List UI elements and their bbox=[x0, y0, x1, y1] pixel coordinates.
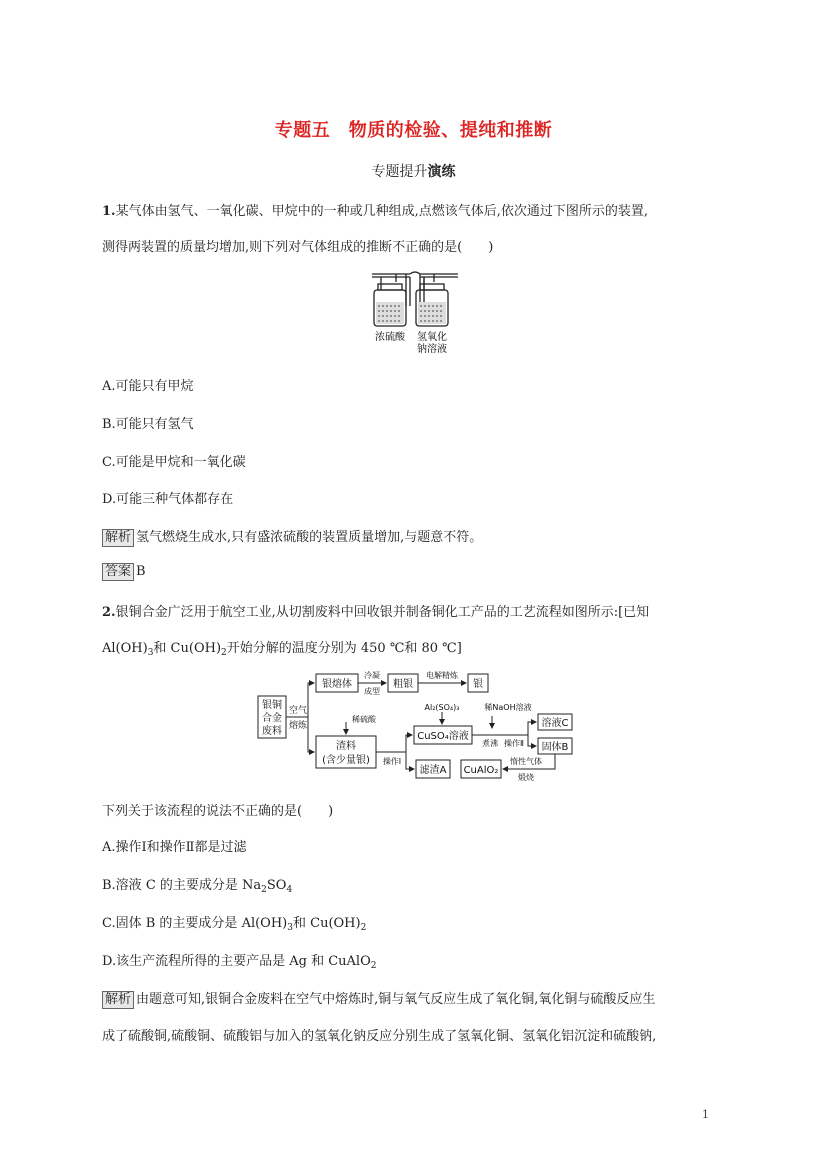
flow-cualo2: CuAlO₂ bbox=[463, 765, 499, 776]
q2-option-b-1: B.溶液 C 的主要成分是 Na bbox=[102, 878, 262, 893]
q1-option-a: A.可能只有甲烷 bbox=[102, 379, 194, 394]
q2-option-d-1: D.该生产流程所得的主要产品是 Ag 和 CuAlO bbox=[102, 954, 371, 969]
q2-stem-line-1 bbox=[102, 601, 649, 620]
q1-stem-line-2: 测得两装置的质量均增加,则下列对气体组成的推断不正确的是( ) bbox=[102, 240, 494, 255]
q2-option-d bbox=[102, 950, 376, 971]
q2-option-b-2: 2 bbox=[261, 885, 267, 895]
subtitle-part-a: 专题提升 bbox=[371, 164, 428, 180]
flow-cuso4: CuSO₄溶液 bbox=[417, 731, 469, 742]
flow-silver-melt: 银熔体 bbox=[322, 679, 352, 690]
q2-analysis-line-2: 成了硫酸铜,硫酸铜、硫酸铝与加入的氢氧化钠反应分别生成了氢氧化铜、氢氧化铝沉淀和硫酸钠, bbox=[102, 1029, 657, 1044]
q2-number: 2. bbox=[102, 605, 116, 620]
flow-crude-silver: 粗银 bbox=[393, 679, 413, 690]
section-subtitle bbox=[0, 161, 827, 181]
q2-option-a: A.操作Ⅰ和操作Ⅱ都是过滤 bbox=[102, 840, 247, 855]
q2-option-c-1: C.固体 B 的主要成分是 Al(OH) bbox=[102, 916, 288, 931]
q1-apparatus-figure bbox=[364, 268, 474, 358]
q2-stem-line-2 bbox=[102, 637, 462, 658]
flow-raw-1: 银铜 bbox=[262, 700, 282, 711]
q2-option-b-4: 4 bbox=[286, 885, 293, 895]
q1-fig-label-naoh-2: 钠溶液 bbox=[417, 344, 447, 355]
q2-stem-1: 银铜合金广泛用于航空工业,从切割废料中回收银并制备铜化工产品的工艺流程如图所示:[已知 bbox=[115, 605, 650, 620]
flow-air: 空气 bbox=[288, 706, 308, 716]
q1-analysis-tag: 解析 bbox=[102, 529, 134, 547]
flow-dilute-acid: 稀硫酸 bbox=[352, 715, 376, 724]
q2-analysis-line-1 bbox=[102, 988, 655, 1009]
q1-answer-text: B bbox=[136, 564, 146, 579]
q2-stem-2c: 和 Cu(OH) bbox=[153, 641, 222, 656]
flow-cool: 冷凝 bbox=[364, 671, 380, 680]
page-title: 专题五 物质的检验、提纯和推断 bbox=[274, 120, 553, 141]
flow-op1: 操作Ⅰ bbox=[382, 757, 402, 766]
q2-option-b-3: SO bbox=[266, 878, 287, 893]
flow-silver: 银 bbox=[473, 679, 483, 690]
q2-stem-2a: Al(OH) bbox=[102, 641, 148, 656]
subtitle-part-b: 演练 bbox=[427, 164, 456, 180]
page-number: 1 bbox=[702, 1108, 709, 1121]
q1-stem-line-1 bbox=[102, 200, 648, 219]
q2-option-c-3: 和 Cu(OH) bbox=[293, 916, 361, 931]
q1-option-c: C.可能是甲烷和一氧化碳 bbox=[102, 455, 246, 470]
q2-prompt: 下列关于该流程的说法不正确的是( ) bbox=[102, 804, 334, 819]
q1-answer-tag: 答案 bbox=[102, 563, 134, 581]
q2-analysis-1: 由题意可知,银铜合金废料在空气中熔炼时,铜与氧气反应生成了氧化铜,氧化铜与硫酸反应生 bbox=[136, 992, 656, 1007]
flow-raw-3: 废料 bbox=[262, 726, 282, 737]
q2-option-c-4: 2 bbox=[360, 923, 367, 933]
q1-stem-1: 某气体由氢气、一氧化碳、甲烷中的一种或几种组成,点燃该气体后,依次通过下图所示的装置, bbox=[115, 204, 648, 219]
flow-naoh: 稀NaOH溶液 bbox=[484, 703, 532, 712]
flow-residue-a: 滤渣A bbox=[419, 765, 447, 776]
flow-smelt: 熔炼 bbox=[288, 721, 308, 731]
q2-option-b bbox=[102, 874, 292, 895]
flow-electrolysis: 电解精炼 bbox=[426, 671, 458, 680]
q1-fig-label-naoh-1: 氢氧化 bbox=[417, 332, 447, 343]
flow-solid-b: 固体B bbox=[541, 742, 569, 753]
flow-boil: 煮沸 bbox=[482, 739, 498, 748]
q2-stem-2e: 开始分解的温度分别为 450 ℃和 80 ℃] bbox=[226, 641, 462, 656]
q2-option-c-2: 3 bbox=[287, 923, 293, 933]
q2-process-flow-diagram bbox=[256, 666, 576, 784]
q1-answer bbox=[102, 563, 146, 581]
flow-inert-gas: 惰性气体 bbox=[510, 757, 542, 766]
q1-number: 1. bbox=[102, 204, 116, 219]
flow-calcine: 煅烧 bbox=[518, 773, 534, 782]
q1-option-b: B.可能只有氢气 bbox=[102, 417, 194, 432]
flow-slag: 渣料 bbox=[336, 741, 356, 752]
flow-shape: 成型 bbox=[364, 687, 380, 696]
q1-analysis bbox=[102, 526, 482, 547]
q2-stem-2b: 3 bbox=[147, 648, 154, 658]
flow-al2so43: Al₂(SO₄)₃ bbox=[424, 703, 460, 712]
q2-analysis-tag: 解析 bbox=[102, 991, 134, 1009]
flow-solution-c: 溶液C bbox=[541, 718, 569, 729]
flow-slag-note: (含少量银) bbox=[322, 755, 370, 766]
q1-fig-label-acid: 浓硫酸 bbox=[375, 332, 405, 343]
flow-raw-2: 合金 bbox=[262, 713, 282, 724]
q2-stem-2d: 2 bbox=[221, 648, 227, 658]
flow-op2: 操作Ⅱ bbox=[504, 739, 524, 748]
q1-analysis-text: 氢气燃烧生成水,只有盛浓硫酸的装置质量增加,与题意不符。 bbox=[136, 530, 483, 545]
q2-option-d-2: 2 bbox=[370, 961, 377, 971]
q1-option-d: D.可能三种气体都存在 bbox=[102, 492, 234, 507]
q2-option-c bbox=[102, 912, 366, 933]
